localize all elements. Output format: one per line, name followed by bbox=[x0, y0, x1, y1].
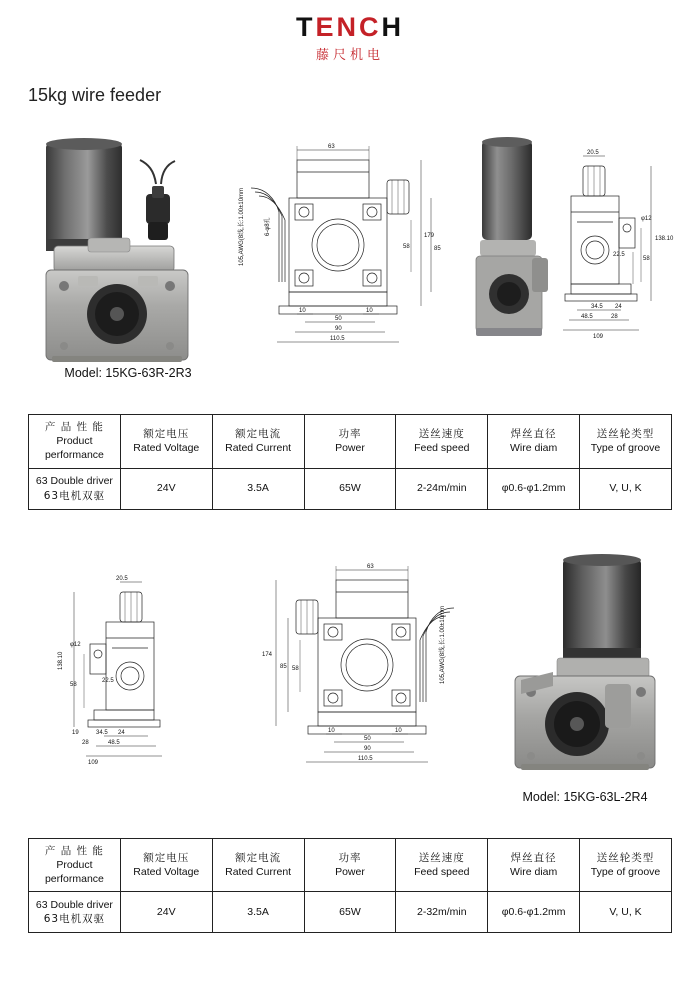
td-power: 65W bbox=[304, 892, 396, 933]
svg-text:φ12: φ12 bbox=[641, 216, 652, 222]
svg-text:22.5: 22.5 bbox=[102, 677, 114, 684]
svg-text:6-φ8孔: 6-φ8孔 bbox=[265, 217, 271, 236]
td-rated-current: 3.5A bbox=[212, 468, 304, 509]
svg-text:109: 109 bbox=[88, 759, 99, 766]
brand-header bbox=[0, 0, 700, 63]
table-row bbox=[29, 892, 672, 933]
table-row bbox=[29, 468, 672, 509]
section-top bbox=[0, 114, 700, 510]
model-label-bottom: Model: 15KG-63L-2R4 bbox=[522, 789, 648, 804]
table-header-row bbox=[29, 415, 672, 469]
svg-text:19: 19 bbox=[72, 729, 79, 736]
svg-text:34.5: 34.5 bbox=[96, 729, 108, 736]
figure-row-bottom bbox=[0, 538, 700, 828]
th-product-performance: 产 品 性 能 Product performance bbox=[29, 838, 121, 892]
product-photo-63r bbox=[28, 134, 218, 364]
svg-text:105,AWG(8线,长:1.00±10mm: 105,AWG(8线,长:1.00±10mm bbox=[440, 605, 446, 684]
td-type-of-groove: V, U, K bbox=[580, 892, 672, 933]
svg-text:179: 179 bbox=[424, 233, 435, 239]
svg-text:174: 174 bbox=[262, 651, 273, 658]
td-rated-voltage: 24V bbox=[120, 892, 212, 933]
brand-chinese-name: 藤尺机电 bbox=[315, 48, 384, 63]
svg-text:109: 109 bbox=[593, 334, 604, 340]
svg-text:34.5: 34.5 bbox=[591, 304, 603, 310]
svg-text:85: 85 bbox=[280, 663, 287, 670]
svg-text:58: 58 bbox=[643, 256, 650, 262]
svg-text:48.5: 48.5 bbox=[581, 314, 593, 320]
svg-text:90: 90 bbox=[364, 745, 371, 752]
svg-text:110.5: 110.5 bbox=[330, 336, 345, 342]
svg-text:58: 58 bbox=[292, 665, 299, 672]
td-type-of-groove: V, U, K bbox=[580, 468, 672, 509]
th-feed-speed: 送丝速度 Feed speed bbox=[396, 415, 488, 469]
svg-text:24: 24 bbox=[615, 304, 622, 310]
th-rated-current: 额定电流 Rated Current bbox=[212, 415, 304, 469]
svg-text:58: 58 bbox=[70, 681, 77, 688]
technical-drawing-side-63l bbox=[40, 552, 170, 792]
product-photo-63l bbox=[495, 552, 675, 782]
svg-text:20.5: 20.5 bbox=[116, 575, 128, 582]
td-power: 65W bbox=[304, 468, 396, 509]
td-rated-voltage: 24V bbox=[120, 468, 212, 509]
technical-drawing-side-63r bbox=[555, 132, 685, 362]
th-rated-current: 额定电流 Rated Current bbox=[212, 838, 304, 892]
th-wire-diam: 焊丝直径 Wire diam bbox=[488, 415, 580, 469]
svg-text:58: 58 bbox=[403, 244, 410, 250]
td-product-performance: 63 Double driver 63电机双驱 bbox=[29, 892, 121, 933]
svg-text:63: 63 bbox=[328, 144, 335, 150]
th-type-of-groove: 送丝轮类型 Type of groove bbox=[580, 415, 672, 469]
svg-text:48.5: 48.5 bbox=[108, 739, 120, 746]
th-rated-voltage: 额定电压 Rated Voltage bbox=[120, 415, 212, 469]
svg-text:10: 10 bbox=[366, 308, 373, 314]
svg-text:50: 50 bbox=[335, 316, 342, 322]
td-product-performance: 63 Double driver 63电机双驱 bbox=[29, 468, 121, 509]
svg-text:φ12: φ12 bbox=[70, 641, 81, 648]
product-photo-63r-side bbox=[470, 132, 565, 352]
svg-text:24: 24 bbox=[118, 729, 125, 736]
th-rated-voltage: 额定电压 Rated Voltage bbox=[120, 838, 212, 892]
svg-text:28: 28 bbox=[611, 314, 618, 320]
technical-drawing-front-63l bbox=[240, 552, 470, 792]
td-feed-speed: 2-24m/min bbox=[396, 468, 488, 509]
spec-table-bottom bbox=[28, 838, 672, 934]
svg-text:28: 28 bbox=[82, 739, 89, 746]
th-power: 功率 Power bbox=[304, 415, 396, 469]
td-feed-speed: 2-32m/min bbox=[396, 892, 488, 933]
figure-row-top bbox=[0, 114, 700, 404]
th-power: 功率 Power bbox=[304, 838, 396, 892]
spec-table-top bbox=[28, 414, 672, 510]
technical-drawing-front-63r bbox=[235, 132, 455, 362]
svg-text:105,AWG(8线,长:1.00±10mm: 105,AWG(8线,长:1.00±10mm bbox=[239, 187, 245, 266]
svg-text:110.5: 110.5 bbox=[358, 755, 373, 762]
svg-text:10: 10 bbox=[299, 308, 306, 314]
svg-text:90: 90 bbox=[335, 326, 342, 332]
td-rated-current: 3.5A bbox=[212, 892, 304, 933]
td-wire-diam: φ0.6-φ1.2mm bbox=[488, 468, 580, 509]
model-label-top: Model: 15KG-63R-2R3 bbox=[64, 366, 192, 380]
svg-text:10: 10 bbox=[328, 727, 335, 734]
th-type-of-groove: 送丝轮类型 Type of groove bbox=[580, 838, 672, 892]
brand-wordmark bbox=[296, 14, 404, 41]
svg-text:138.10: 138.10 bbox=[655, 236, 674, 242]
td-wire-diam: φ0.6-φ1.2mm bbox=[488, 892, 580, 933]
th-wire-diam: 焊丝直径 Wire diam bbox=[488, 838, 580, 892]
th-feed-speed: 送丝速度 Feed speed bbox=[396, 838, 488, 892]
svg-text:10: 10 bbox=[395, 727, 402, 734]
svg-text:63: 63 bbox=[367, 563, 374, 570]
svg-text:138.10: 138.10 bbox=[58, 651, 64, 670]
page-title: 15kg wire feeder bbox=[28, 85, 162, 105]
th-product-performance: 产 品 性 能 Product performance bbox=[29, 415, 121, 469]
svg-text:50: 50 bbox=[364, 735, 371, 742]
svg-text:22.5: 22.5 bbox=[613, 252, 625, 258]
table-header-row bbox=[29, 838, 672, 892]
section-bottom bbox=[0, 538, 700, 934]
brand-wordmark-text: TENCH bbox=[295, 12, 404, 42]
svg-text:20.5: 20.5 bbox=[587, 150, 599, 156]
svg-text:85: 85 bbox=[434, 246, 441, 252]
